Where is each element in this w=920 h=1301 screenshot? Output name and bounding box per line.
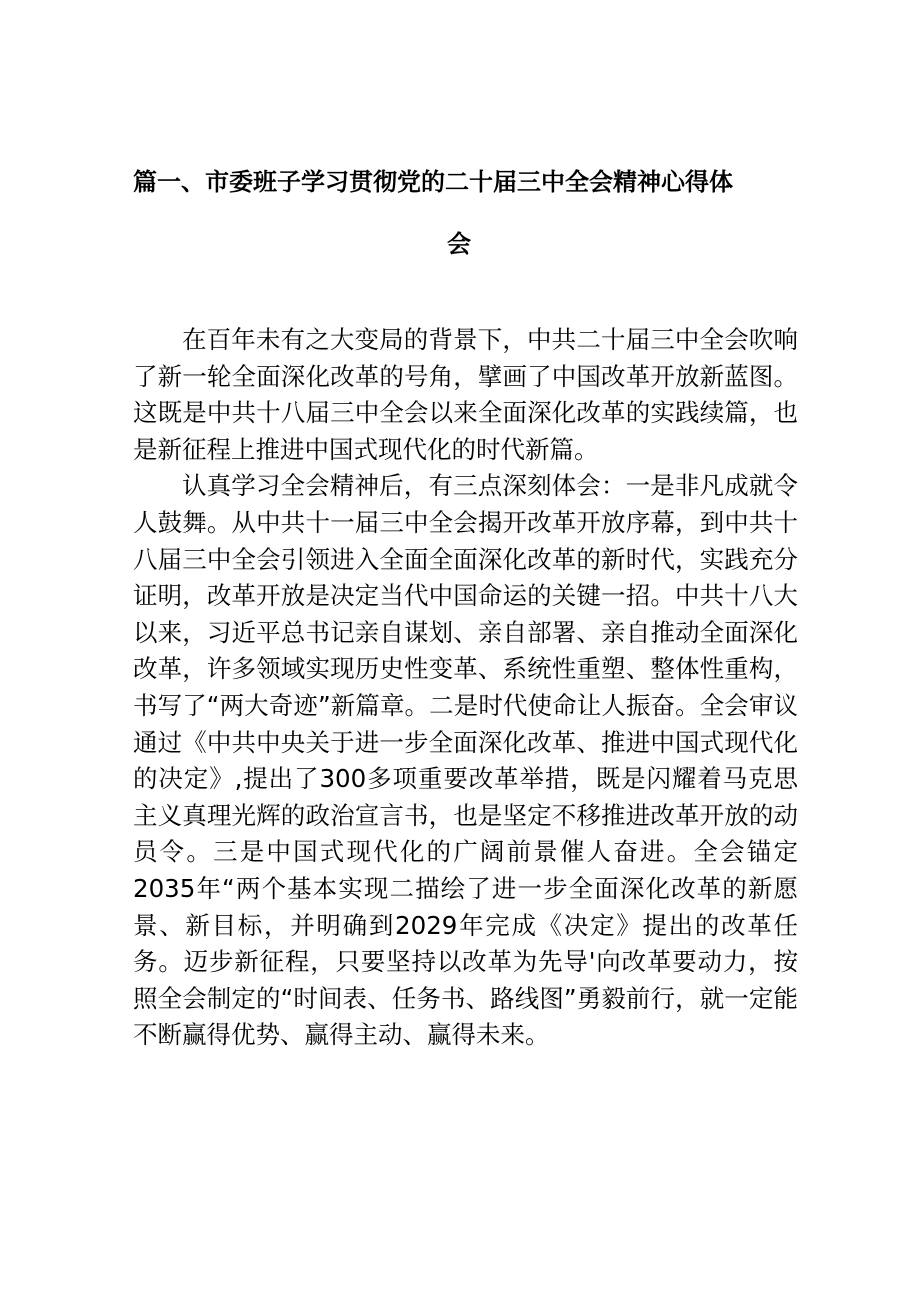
document-body [133, 322, 798, 1054]
paragraph-intro: 在百年未有之大变局的背景下，中共二十届三中全会吹响了新一轮全面深化改革的号角，擘画了中国改革开放新蓝图。这既是中共十八届三中全会以来全面深化改革的实践续篇，也是新征程上推进中国式现代化的时代新篇。 [133, 325, 798, 464]
document-title-continuation: 会 [447, 230, 471, 258]
paragraph-reflections: 认真学习全会精神后，有三点深刻体会：一是非凡成就令人鼓舞。从中共十一届三中全会揭开改革开放序幕，到中共十八届三中全会引领进入全面全面深化改革的新时代，实践充分证明，改革开放是决定当代中国命运的关键一招。中共十八大以来，习近平总书记亲自谋划、亲自部署、亲自推动全面深化改革，许多领域实现历史性变革、系统性重塑、整体性重构，书写了“两大奇迹”新篇章。二是时代使命让人振奋。全会审议通过《中共中央关于进一步全面深化改革、推进中国式现代化的决定》,提出了300多项重要改革举措，既是闪耀着马克思主义真理光辉的政治宣言书，也是坚定不移推进改革开放的动员令。三是中国式现代化的广阔前景催人奋进。全会锚定2035年“两个基本实现二描绘了进一步全面深化改革的新愿景、新目标，并明确到2029年完成《决定》提出的改革任务。迈步新征程，只要坚持以改革为先导'向改革要动力，按照全会制定的“时间表、任务书、路线图”勇毅前行，就一定能不断赢得优势、赢得主动、赢得未来。 [133, 471, 798, 1050]
document-title: 篇一、市委班子学习贯彻党的二十届三中全会精神心得体 [133, 168, 733, 196]
